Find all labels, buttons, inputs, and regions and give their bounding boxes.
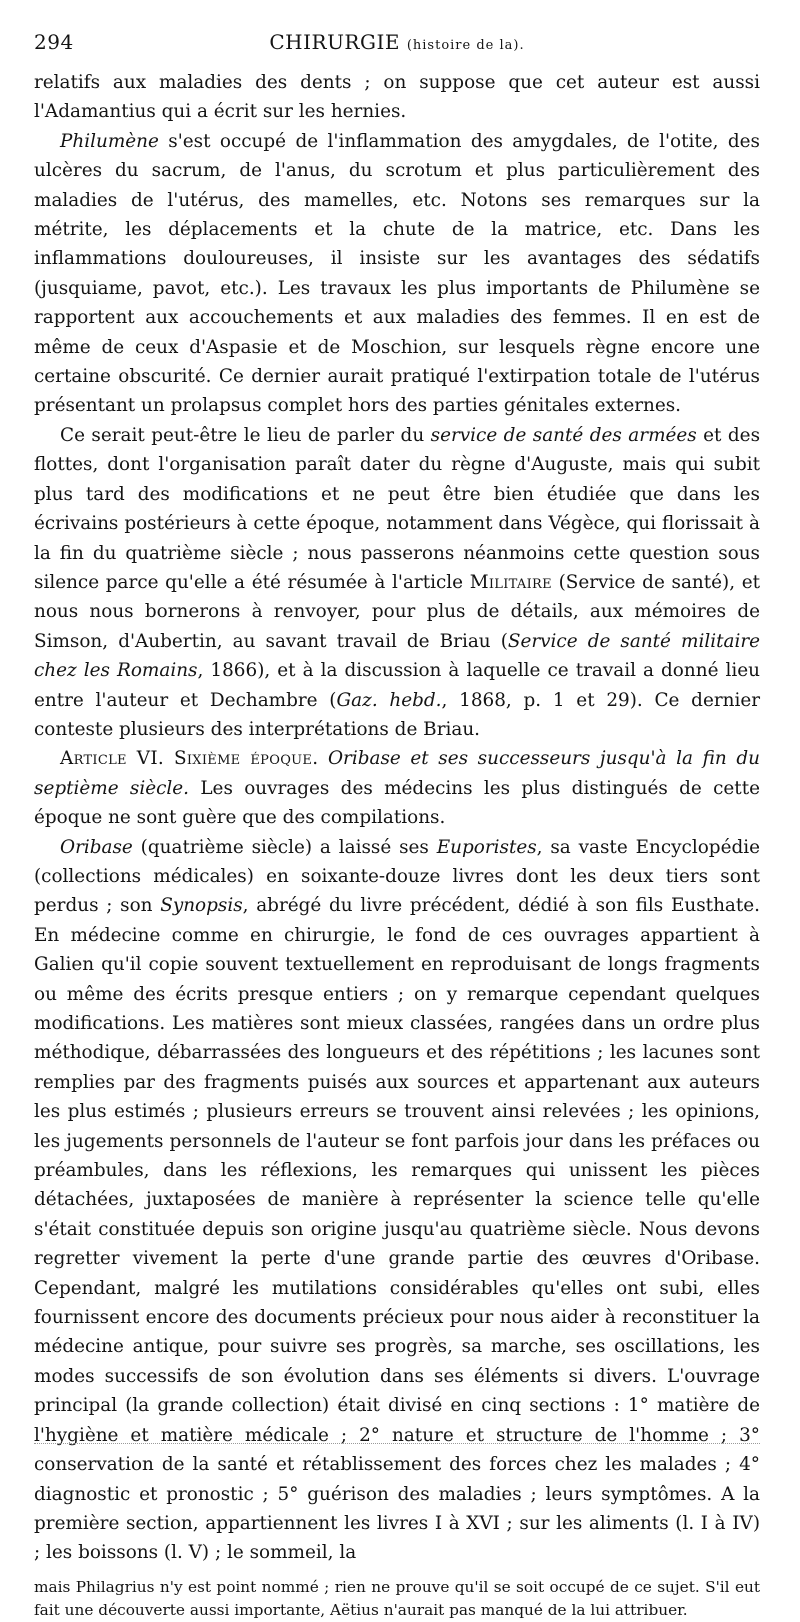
running-head — [34, 30, 760, 68]
paragraph-oribase — [34, 833, 760, 1568]
running-title-main: CHIRURGIE — [269, 30, 400, 54]
italic-euporistes: Euporistes — [436, 836, 537, 858]
italic-briau-title: Service de santé militaire chez les Romains — [34, 630, 761, 682]
name-philumene: Philumène — [60, 130, 159, 152]
paragraph-article-vi — [34, 744, 760, 832]
paragraph-4-text: Les ouvrages des médecins les plus distingués de cette époque ne sont guère que des compilations. — [34, 777, 760, 829]
paragraph-3-part-a: Ce serait peut-être le lieu de parler du — [60, 424, 431, 446]
running-title-sub: (histoire de la). — [406, 38, 525, 53]
footnote — [34, 1576, 760, 1622]
body-text — [34, 68, 760, 1568]
paragraph-3-part-d: , 1866), et à la discussion à laquelle ce travail a donné lieu entre l'auteur et Dechambre ( — [34, 660, 760, 711]
paragraph-3-part-e: , 1868, p. 1 et 29). Ce dernier conteste plusieurs des interprétations de Briau. — [34, 689, 761, 740]
italic-service-sante-armees: service de santé des armées — [430, 424, 697, 446]
article-label: Article VI. Sixième époque. — [60, 748, 319, 770]
paragraph-1-text: relatifs aux maladies des dents ; on suppose que cet auteur est aussi l'Adamantius qui a écrit sur les hernies. — [34, 72, 760, 123]
article-title: Oribase et ses successeurs jusqu'à la fin du septième siècle. — [34, 748, 760, 799]
paragraph-5-part-a: (quatrième siècle) a laissé ses — [132, 836, 437, 858]
name-oribase: Oribase — [60, 836, 133, 858]
paragraph-5-part-b: , sa vaste Encyclopédie (collections médicales) en soixante-douze livres dont les deux tiers sont perdus ; son — [34, 836, 760, 917]
bottom-dotted-rule — [34, 1443, 760, 1444]
paragraph-2-text: s'est occupé de l'inflammation des amygdales, de l'otite, des ulcères du sacrum, de l'anus, du scrotum et plus particulièrement des maladies de l'utérus, des mamelles, etc. Notons ses remarques sur la métrite, les déplacements et la chute de la matrice, etc. Dans les inflammations douloureuses, il insiste sur les avantages des sédatifs (jusquiame, pavot, etc.). Les travaux les plus importants de Philumène se rapportent aux accouchements et aux maladies des femmes. Il en est de même de ceux d'Aspasie et de Moschion, sur lesquels règne encore une certaine obscurité. Ce dernier aurait pratiqué l'extirpation totale de l'utérus présentant un prolapsus complet hors des parties génitales externes. — [34, 130, 760, 417]
paragraph-3-part-b: et des flottes, dont l'organisation paraît dater du règne d'Auguste, mais qui subit plus tard des modifications et ne peut être bien étudiée que dans les écrivains postérieurs à cette époque, notamment dans Végèce, qui florissait à la fin du quatrième siècle ; nous passerons néanmoins cette question sous silence parce qu'elle a été résumée à l'article — [34, 424, 761, 593]
running-title — [34, 30, 760, 54]
footnote-text: mais Philagrius n'y est point nommé ; rien ne prouve qu'il se soit occupé de ce sujet. S'il eut fait une découverte aussi importante, Aëtius n'aurait pas manqué de la lui attribuer. — [34, 1577, 760, 1619]
italic-gaz-hebd: Gaz. hebd. — [336, 689, 442, 711]
paragraph-continuation — [34, 68, 760, 127]
paragraph-service-sante — [34, 421, 760, 744]
page-number: 294 — [34, 30, 74, 54]
smallcaps-militaire: Militaire — [469, 571, 552, 593]
paragraph-5-part-c: , abrégé du livre précédent, dédié à son fils Eusthate. En médecine comme en chirurgie, le fond de ces ouvrages appartient à Galien qu'il copie souvent textuellement en reproduisant de longs fragments ou même des écrits presque entiers ; on y remarque cependant quelques modifications. Les matières sont mieux classées, rangées dans un ordre plus méthodique, débarrassées des longueurs et des répétitions ; les lacunes sont remplies par des fragments puisés aux sources et appartenant aux auteurs les plus estimés ; plusieurs erreurs se trouvent ainsi relevées ; les opinions, les jugements personnels de l'auteur se font parfois jour dans les préfaces ou préambules, dans les réflexions, les remarques qui unissent les pièces détachées, juxtaposées de manière à représenter la science telle qu'elle s'était constituée depuis son origine jusqu'au quatrième siècle. Nous devons regretter vivement la perte d'une grande partie des œuvres d'Oribase. Cependant, malgré les mutilations considérables qu'elles ont subi, elles fournissent encore des documents précieux pour nous aider à reconstituer la médecine antique, pour suivre ses progrès, sa marche, ses oscillations, les modes successifs de son évolution dans ses éléments si divers. L'ouvrage principal (la grande collection) était divisé en cinq sections : 1° matière de l'hygiène et matière médicale ; 2° nature et structure de l'homme ; 3° conservation de la santé et rétablissement des forces chez les malades ; 4° diagnostic et pronostic ; 5° guérison des maladies ; leurs symptômes. A la première section, appartiennent les livres I à XVI ; sur les aliments (l. I à IV) ; les boissons (l. V) ; le sommeil, la — [34, 895, 760, 1564]
paragraph-3-part-c: (Service de santé), et nous nous bornerons à renvoyer, pour plus de détails, aux mémoires de Simson, d'Aubertin, au savant travail de Briau ( — [34, 571, 760, 652]
italic-synopsis: Synopsis — [160, 895, 243, 917]
paragraph-philumene — [34, 127, 760, 421]
